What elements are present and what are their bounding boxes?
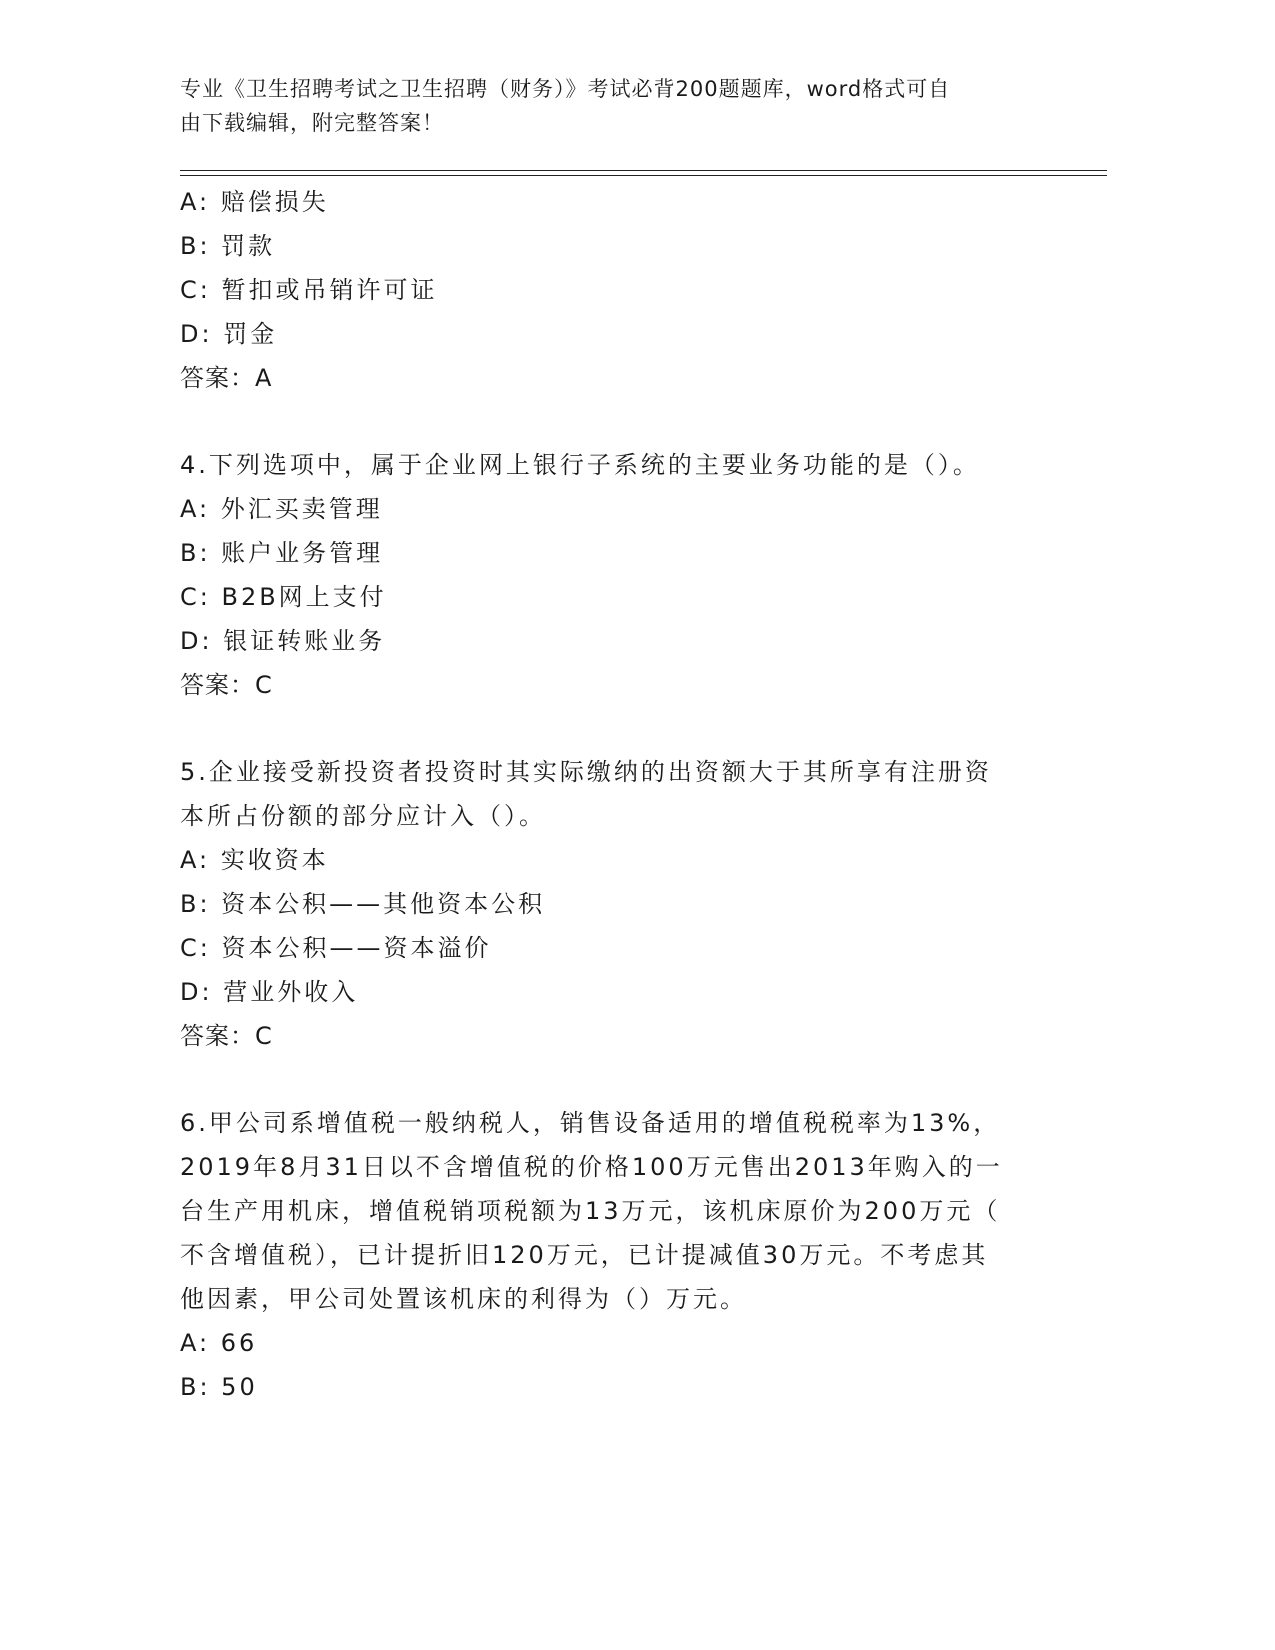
option-c: C: 资本公积——资本溢价 xyxy=(180,934,492,962)
question-6 xyxy=(180,1101,1060,1409)
header-line-1: 专业《卫生招聘考试之卫生招聘（财务）》考试必背200题题库，word格式可自 xyxy=(180,77,951,101)
question-4 xyxy=(180,443,1060,707)
question-stem-line-2: 2019年8月31日以不含增值税的价格100万元售出2013年购入的一 xyxy=(180,1153,1003,1181)
option-a: A: 实收资本 xyxy=(180,846,329,874)
option-b: B: 50 xyxy=(180,1373,258,1401)
question-3 xyxy=(180,180,1060,400)
header-rule-top xyxy=(180,170,1107,171)
option-b: B: 资本公积——其他资本公积 xyxy=(180,890,546,918)
option-a: A: 外汇买卖管理 xyxy=(180,495,383,523)
option-c: C: B2B网上支付 xyxy=(180,583,387,611)
option-a: A: 赔偿损失 xyxy=(180,188,329,216)
option-b: B: 罚款 xyxy=(180,232,276,260)
header-rule-bottom xyxy=(180,175,1107,176)
answer: 答案：A xyxy=(180,364,273,392)
question-stem: 4.下列选项中，属于企业网上银行子系统的主要业务功能的是（）。 xyxy=(180,451,980,479)
question-stem-line-1: 6.甲公司系增值税一般纳税人，销售设备适用的增值税税率为13%， xyxy=(180,1109,1001,1137)
question-5 xyxy=(180,750,1060,1058)
header-line-2: 由下载编辑，附完整答案！ xyxy=(180,111,444,135)
option-c: C: 暂扣或吊销许可证 xyxy=(180,276,438,304)
spacer xyxy=(180,400,1060,443)
option-d: D: 罚金 xyxy=(180,320,278,348)
spacer xyxy=(180,1058,1060,1101)
option-a: A: 66 xyxy=(180,1329,258,1357)
question-stem-line-5: 他因素，甲公司处置该机床的利得为（）万元。 xyxy=(180,1285,747,1313)
option-b: B: 账户业务管理 xyxy=(180,539,384,567)
question-body xyxy=(180,180,1060,1409)
option-d: D: 营业外收入 xyxy=(180,978,359,1006)
spacer xyxy=(180,707,1060,750)
question-stem-line-3: 台生产用机床，增值税销项税额为13万元，该机床原价为200万元（ xyxy=(180,1197,1001,1225)
answer: 答案：C xyxy=(180,671,273,699)
question-stem-line-2: 本所占份额的部分应计入（）。 xyxy=(180,802,546,830)
question-stem-line-4: 不含增值税），已计提折旧120万元，已计提减值30万元。不考虑其 xyxy=(180,1241,989,1269)
option-d: D: 银证转账业务 xyxy=(180,627,386,655)
answer: 答案：C xyxy=(180,1022,273,1050)
document-header xyxy=(180,72,1040,140)
question-stem-line-1: 5.企业接受新投资者投资时其实际缴纳的出资额大于其所享有注册资 xyxy=(180,758,992,786)
